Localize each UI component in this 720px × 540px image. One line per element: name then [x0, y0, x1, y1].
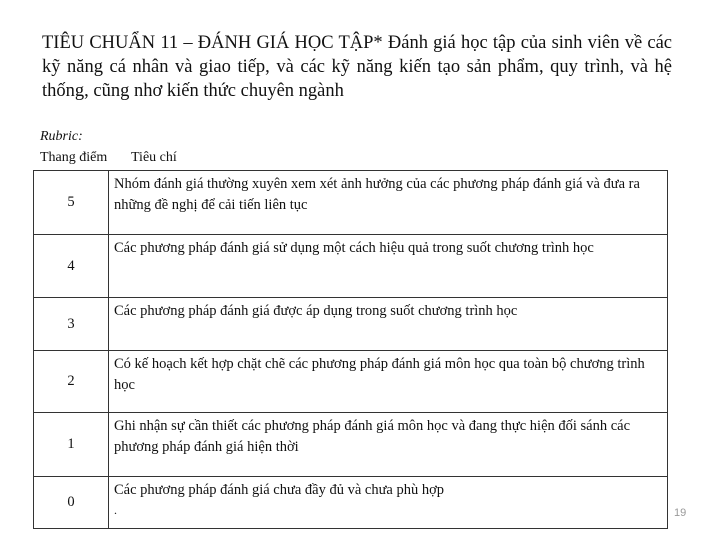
table-row — [34, 351, 668, 413]
table-row — [34, 477, 668, 529]
table-row — [34, 413, 668, 477]
trailing-mark: . — [114, 503, 117, 517]
score-cell: 2 — [34, 351, 109, 413]
table-row — [34, 298, 668, 351]
criteria-cell — [109, 477, 668, 529]
header-score: Thang điểm — [40, 150, 108, 165]
score-cell: 3 — [34, 298, 109, 351]
score-cell: 4 — [34, 235, 109, 298]
criteria-cell: Nhóm đánh giá thường xuyên xem xét ảnh hưởng của các phương pháp đánh giá và đưa ra những đề nghị để cải tiến liên tục — [109, 171, 668, 235]
criteria-cell: Có kế hoạch kết hợp chặt chẽ các phương pháp đánh giá môn học qua toàn bộ chương trình học — [109, 351, 668, 413]
criteria-text: Các phương pháp đánh giá chưa đầy đủ và chưa phù hợp — [114, 482, 445, 498]
page-title: TIÊU CHUẨN 11 – ĐÁNH GIÁ HỌC TẬP* Đánh giá học tập của sinh viên về các kỹ năng cá nhân và giao tiếp, và các kỹ năng kiến tạo sản phẩm, quy trình, và hệ thống, cũng nhơ kiến thức chuyên ngành — [42, 33, 672, 101]
table-row — [34, 171, 668, 235]
table-row — [34, 235, 668, 298]
criteria-cell: Các phương pháp đánh giá sử dụng một cách hiệu quả trong suốt chương trình học — [109, 235, 668, 298]
score-cell: 5 — [34, 171, 109, 235]
rubric-table — [33, 170, 668, 529]
header-criteria: Tiêu chí — [131, 150, 177, 165]
criteria-cell: Các phương pháp đánh giá được áp dụng trong suốt chương trình học — [109, 298, 668, 351]
score-cell: 1 — [34, 413, 109, 477]
rubric-label: Rubric: — [40, 129, 83, 144]
score-cell: 0 — [34, 477, 109, 529]
criteria-cell: Ghi nhận sự cần thiết các phương pháp đánh giá môn học và đang thực hiện đối sánh các phương pháp đánh giá hiện thời — [109, 413, 668, 477]
page-number: 19 — [674, 507, 687, 519]
